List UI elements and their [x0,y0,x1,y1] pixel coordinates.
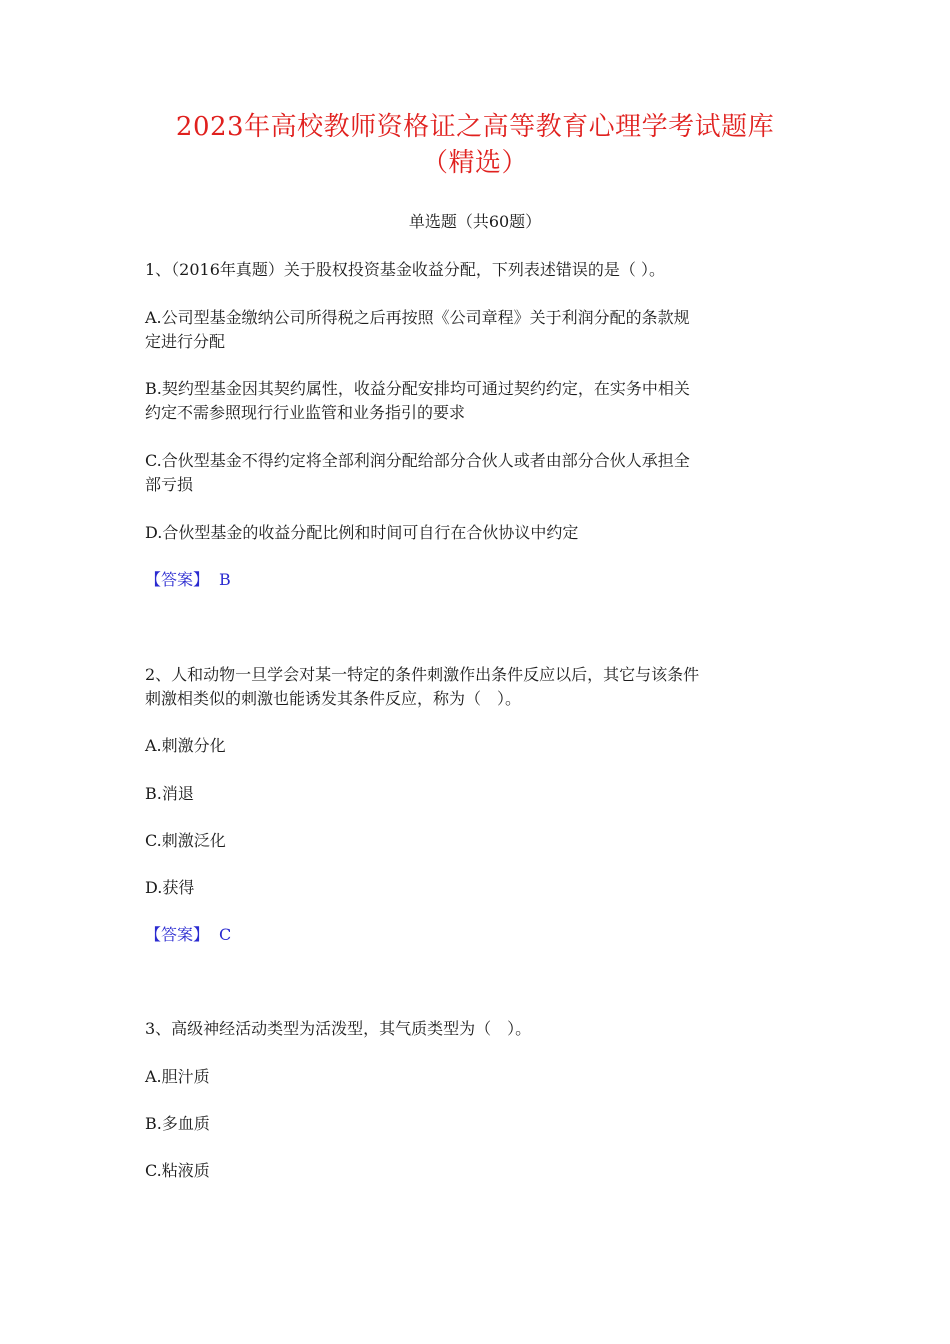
question-2-answer [145,923,815,947]
question-2-stem: 2、人和动物一旦学会对某一特定的条件刺激作出条件反应以后，其它与该条件 [145,665,700,684]
question-1-option-b-cont: 约定不需参照现行行业监管和业务指引的要求 [145,403,466,422]
question-2-option-b: B.消退 [145,784,194,803]
question-1-option-c: C.合伙型基金不得约定将全部利润分配给部分合伙人或者由部分合伙人承担全 [145,451,690,470]
section-heading: 单选题（共60题） [408,212,542,231]
document-title-suffix: （精选） [421,148,528,178]
question-2-option-a: A.刺激分化 [145,736,226,755]
question-2-stem-cont: 刺激相类似的刺激也能诱发其条件反应，称为（ ）。 [145,689,522,708]
question-2-option-d: D.获得 [145,878,195,897]
answer-label: 【答案】 [145,570,210,589]
question-3-option-a: A.胆汁质 [145,1067,210,1086]
question-1-option-d: D.合伙型基金的收益分配比例和时间可自行在合伙协议中约定 [145,523,579,542]
answer-label: 【答案】 [145,925,210,944]
document-title: 2023年高校教师资格证之高等教育心理学考试题库 [175,112,775,142]
question-2-option-c: C.刺激泛化 [145,831,226,850]
question-3-option-c: C.粘液质 [145,1161,210,1180]
answer-value: C [219,925,232,944]
question-3-stem: 3、高级神经活动类型为活泼型，其气质类型为（ ）。 [145,1019,532,1038]
question-1-stem: 1、（2016年真题）关于股权投资基金收益分配，下列表述错误的是（ ）。 [145,260,665,279]
question-1-option-c-cont: 部亏损 [145,475,194,494]
answer-value: B [219,570,231,589]
question-1-option-a-cont: 定进行分配 [145,332,226,351]
question-1-option-b: B.契约型基金因其契约属性，收益分配安排均可通过契约约定，在实务中相关 [145,379,690,398]
question-1-option-a: A.公司型基金缴纳公司所得税之后再按照《公司章程》关于利润分配的条款规 [145,308,690,327]
question-1-answer [145,568,815,592]
question-3-option-b: B.多血质 [145,1114,210,1133]
